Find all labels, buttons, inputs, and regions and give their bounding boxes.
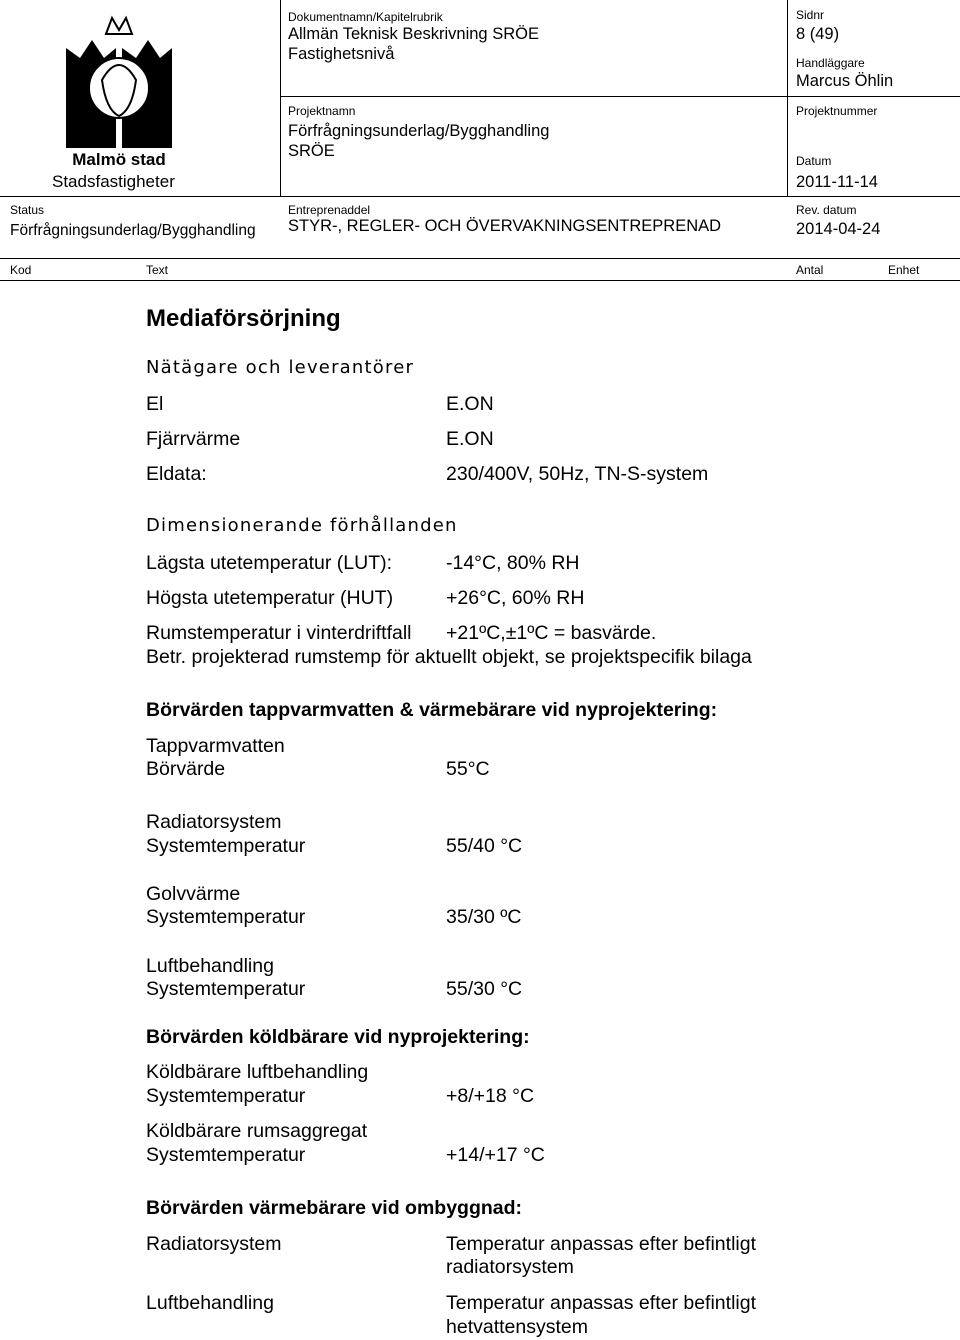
col-kod: Kod — [10, 263, 32, 277]
rev-date-value: 2014-04-24 — [796, 220, 881, 238]
divider — [0, 258, 960, 259]
project-name-line1: Förfrågningsunderlag/Bygghandling — [288, 122, 550, 140]
eldata-label: Eldata: — [146, 463, 207, 485]
contract-value: STYR-, REGLER- OCH ÖVERVAKNINGSENTREPRENAD — [288, 217, 722, 235]
renovation-radiator-value-line2: radiatorsystem — [446, 1256, 574, 1278]
fjarrvarme-label: Fjärrvärme — [146, 428, 241, 450]
tapwater-label: Tappvarmvatten — [146, 735, 285, 757]
malmo-stad-logo — [52, 10, 186, 170]
heading-coolant: Börvärden köldbärare vid nyprojektering: — [146, 1026, 530, 1048]
el-label: El — [146, 393, 164, 415]
system-temp-label: Systemtemperatur — [146, 1085, 306, 1107]
radiator-label: Radiatorsystem — [146, 811, 282, 833]
handler-name: Marcus Öhlin — [796, 72, 894, 90]
doc-subtitle: Fastighetsnivå — [288, 45, 395, 63]
col-antal: Antal — [796, 263, 824, 277]
air-handling-label: Luftbehandling — [146, 955, 274, 977]
org-name: Stadsfastigheter — [52, 172, 175, 191]
heading-tapwater: Börvärden tappvarmvatten & värmebärare vid nyprojektering: — [146, 699, 718, 721]
divider — [0, 196, 960, 197]
system-temp-label: Systemtemperatur — [146, 906, 306, 928]
divider — [280, 96, 960, 97]
renovation-air-value-line1: Temperatur anpassas efter befintligt — [446, 1292, 757, 1314]
setpoint-label: Börvärde — [146, 758, 226, 780]
room-temp-label: Rumstemperatur i vinterdriftfall — [146, 622, 412, 644]
date-value: 2011-11-14 — [796, 173, 878, 191]
project-name-line2: SRÖE — [288, 142, 335, 160]
divider — [280, 0, 281, 196]
system-temp-label: Systemtemperatur — [146, 978, 306, 1000]
project-name-label: Projektnamn — [288, 104, 356, 118]
status-value: Förfrågningsunderlag/Bygghandling — [10, 222, 256, 239]
coolant-air-value: +8/+18 °C — [446, 1085, 535, 1107]
divider — [787, 0, 788, 196]
eldata-value: 230/400V, 50Hz, TN-S-system — [446, 463, 709, 485]
renovation-radiator-label: Radiatorsystem — [146, 1233, 282, 1255]
contract-label: Entreprenaddel — [288, 203, 371, 217]
doc-name-label: Dokumentnamn/Kapitelrubrik — [288, 10, 443, 24]
el-value: E.ON — [446, 393, 494, 415]
section-heading-suppliers: Nätägare och leverantörer — [146, 357, 415, 378]
renovation-air-value-line2: hetvattensystem — [446, 1316, 588, 1338]
document-header — [0, 0, 960, 282]
col-enhet: Enhet — [888, 263, 920, 277]
floor-heating-value: 35/30 ºC — [446, 906, 522, 928]
air-handling-value: 55/30 °C — [446, 978, 523, 1000]
coolant-air-label: Köldbärare luftbehandling — [146, 1061, 369, 1083]
section-title: Mediaförsörjning — [146, 305, 341, 332]
renovation-radiator-value-line1: Temperatur anpassas efter befintligt — [446, 1233, 757, 1255]
floor-heating-label: Golvvärme — [146, 883, 241, 905]
divider — [0, 280, 960, 281]
rev-date-label: Rev. datum — [796, 203, 857, 217]
page-number-label: Sidnr — [796, 8, 825, 22]
tapwater-value: 55°C — [446, 758, 490, 780]
lut-label: Lägsta utetemperatur (LUT): — [146, 552, 393, 574]
fjarrvarme-value: E.ON — [446, 428, 494, 450]
renovation-air-label: Luftbehandling — [146, 1292, 274, 1314]
status-label: Status — [10, 203, 45, 217]
hut-value: +26°C, 60% RH — [446, 587, 585, 609]
page-number: 8 (49) — [796, 25, 840, 43]
svg-text:Malmö stad: Malmö stad — [72, 150, 166, 169]
col-text: Text — [146, 263, 169, 277]
doc-title: Allmän Teknisk Beskrivning SRÖE — [288, 25, 539, 43]
lut-value: -14°C, 80% RH — [446, 552, 580, 574]
radiator-value: 55/40 °C — [446, 835, 523, 857]
room-temp-note: Betr. projekterad rumstemp för aktuellt objekt, se projektspecifik bilaga — [146, 646, 752, 668]
coolant-room-value: +14/+17 °C — [446, 1144, 545, 1166]
hut-label: Högsta utetemperatur (HUT) — [146, 587, 394, 609]
section-heading-dimensioning: Dimensionerande förhållanden — [146, 515, 458, 536]
handler-label: Handläggare — [796, 56, 865, 70]
project-number-label: Projektnummer — [796, 104, 878, 118]
coolant-room-label: Köldbärare rumsaggregat — [146, 1120, 368, 1142]
system-temp-label: Systemtemperatur — [146, 835, 306, 857]
date-label: Datum — [796, 154, 832, 168]
heading-renovation: Börvärden värmebärare vid ombyggnad: — [146, 1197, 523, 1219]
system-temp-label: Systemtemperatur — [146, 1144, 306, 1166]
room-temp-value: +21ºC,±1ºC = basvärde. — [446, 622, 657, 644]
